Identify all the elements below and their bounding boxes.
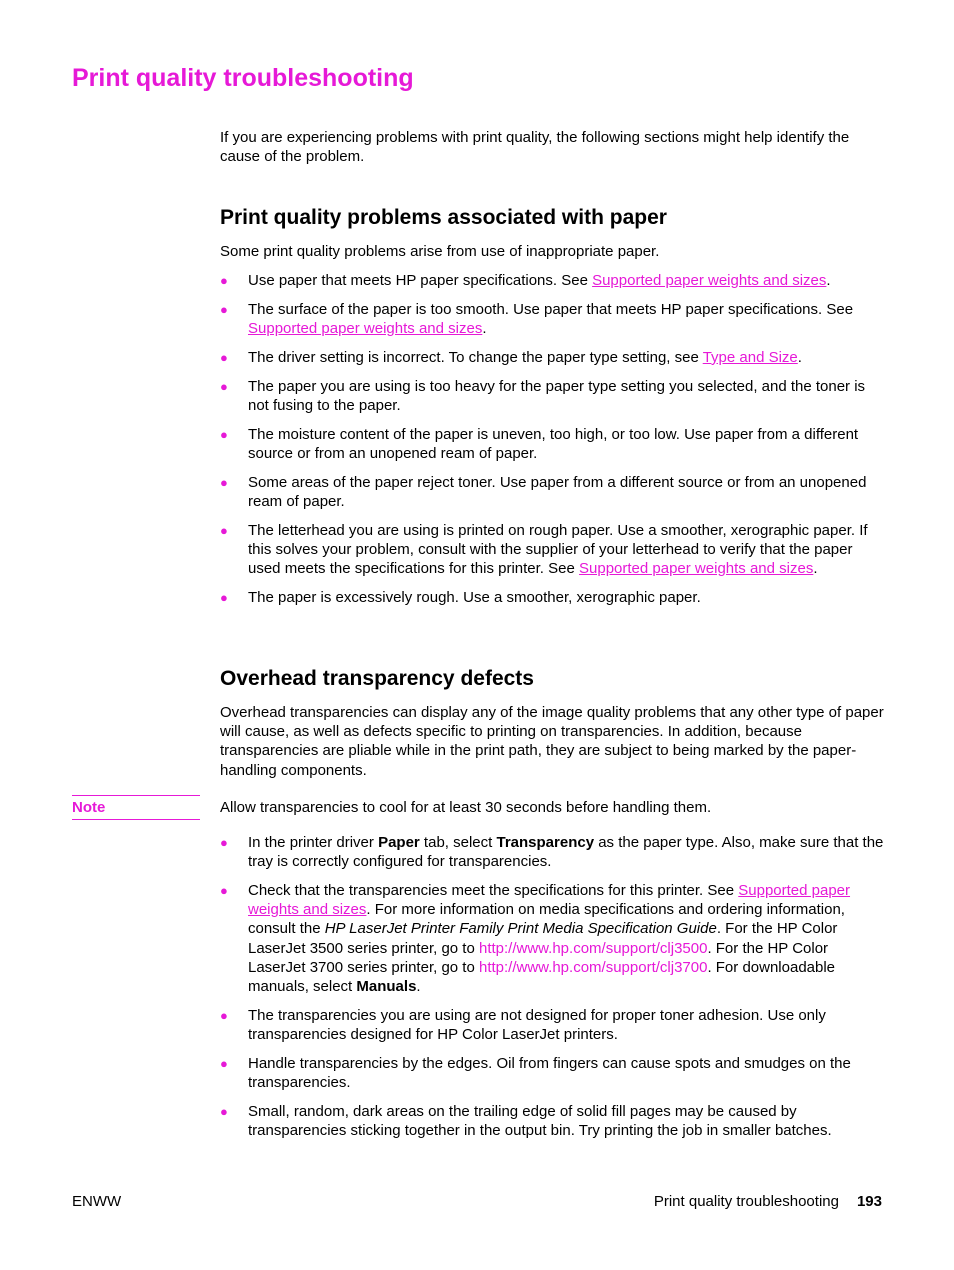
link-type-and-size[interactable]: Type and Size	[702, 348, 798, 366]
note-top-rule	[72, 795, 200, 796]
bullet-icon: ●	[220, 378, 228, 394]
url-clj3700[interactable]: http://www.hp.com/support/clj3700	[478, 958, 708, 976]
url-clj3500[interactable]: http://www.hp.com/support/clj3500	[478, 939, 708, 957]
list-item: ● Check that the transparencies meet the specifications for this printer. See Supported paper weights and sizes. For more information on media specifications and ordering information, consult the HP LaserJet Printer Family Print Media Specification Guide. For the HP Color LaserJet 3500 series printer, go to http://www.hp.com/support/clj3500. For the HP Color LaserJet 3700 series printer, go to http://www.hp.com/support/clj3700. For downloadable manuals, select Manuals.	[220, 882, 851, 996]
footer-section: Print quality troubleshooting	[653, 1193, 839, 1210]
bullet-icon: ●	[220, 426, 228, 442]
list-item: ● The driver setting is incorrect. To change the paper type setting, see Type and Size.	[220, 348, 802, 366]
list-item: ● The surface of the paper is too smooth. Use paper that meets HP paper specifications. See Supported paper weights and sizes.	[220, 300, 854, 337]
list-item: ● Use paper that meets HP paper specifications. See Supported paper weights and sizes.	[220, 272, 831, 289]
list-item: ● Handle transparencies by the edges. Oil from fingers can cause spots and smudges on the transparencies.	[220, 1054, 851, 1092]
transparency-list	[220, 833, 885, 1150]
list-item: ● The paper is excessively rough. Use a smoother, xerographic paper.	[220, 588, 701, 606]
list-item: ● The moisture content of the paper is uneven, too high, or too low. Use paper from a different source or from an unopened ream of paper.	[220, 425, 859, 462]
page-title: Print quality troubleshooting	[72, 64, 414, 92]
link-supported-paper-weights[interactable]: Supported paper weights and sizes	[248, 882, 851, 919]
footer-right	[654, 1192, 882, 1211]
paper-problems-list	[220, 271, 885, 617]
list-item: ● Some areas of the paper reject toner. Use paper from a different source or from an unopened ream of paper.	[220, 473, 867, 510]
intro-paragraph: If you are experiencing problems with print quality, the following sections might help identify the cause of the problem.	[220, 129, 850, 166]
link-supported-paper-weights[interactable]: Supported paper weights and sizes	[579, 560, 814, 577]
bullet-icon: ●	[220, 1103, 228, 1119]
bullet-icon: ●	[220, 1007, 228, 1023]
page-number: 193	[856, 1193, 882, 1210]
link-supported-paper-weights[interactable]: Supported paper weights and sizes	[592, 272, 827, 289]
section-lead-paper: Some print quality problems arise from use of inappropriate paper.	[220, 243, 660, 260]
footer-left: ENWW	[72, 1193, 122, 1210]
list-item: ● The transparencies you are using are not designed for proper toner adhesion. Use only transparencies designed for HP Color LaserJet printers.	[220, 1006, 826, 1044]
bullet-icon: ●	[220, 301, 228, 317]
section-heading-transparency: Overhead transparency defects	[220, 667, 534, 690]
list-item: ● The paper you are using is too heavy for the paper type setting you selected, and the toner is not fusing to the paper.	[220, 377, 866, 414]
bullet-icon: ●	[220, 1055, 228, 1071]
list-item: ● Small, random, dark areas on the trailing edge of solid fill pages may be caused by transparencies sticking together in the output bin. Try printing the job in smaller batches.	[220, 1102, 832, 1140]
note-label: Note	[72, 799, 106, 816]
section-lead-transparency: Overhead transparencies can display any of the image quality problems that any other type of paper will cause, as well as defects specific to printing on transparencies. In addition, because transparencies are pliable while in the print path, they are subject to being marked by the paper-handling components.	[220, 704, 884, 779]
note-bottom-rule	[72, 819, 200, 820]
bullet-icon: ●	[220, 589, 228, 605]
list-item: ● In the printer driver Paper tab, select Transparency as the paper type. Also, make sure that the tray is correctly configured for transparencies.	[220, 834, 884, 871]
note-text: Allow transparencies to cool for at least 30 seconds before handling them.	[220, 799, 712, 816]
guide-title: HP LaserJet Printer Family Print Media Specification Guide	[324, 920, 717, 938]
list-item: ● The letterhead you are using is printed on rough paper. Use a smoother, xerographic paper. If this solves your problem, consult with the supplier of your letterhead to verify that the paper used meets the specifications for this printer. See Supported paper weights and sizes.	[220, 521, 868, 577]
bullet-icon: ●	[220, 349, 228, 365]
section-heading-paper: Print quality problems associated with paper	[220, 206, 667, 229]
bullet-icon: ●	[220, 522, 228, 538]
bullet-icon: ●	[220, 835, 228, 850]
bullet-icon: ●	[220, 883, 228, 898]
bullet-icon: ●	[220, 273, 228, 288]
link-supported-paper-weights[interactable]: Supported paper weights and sizes	[248, 320, 483, 337]
bullet-icon: ●	[220, 474, 228, 490]
